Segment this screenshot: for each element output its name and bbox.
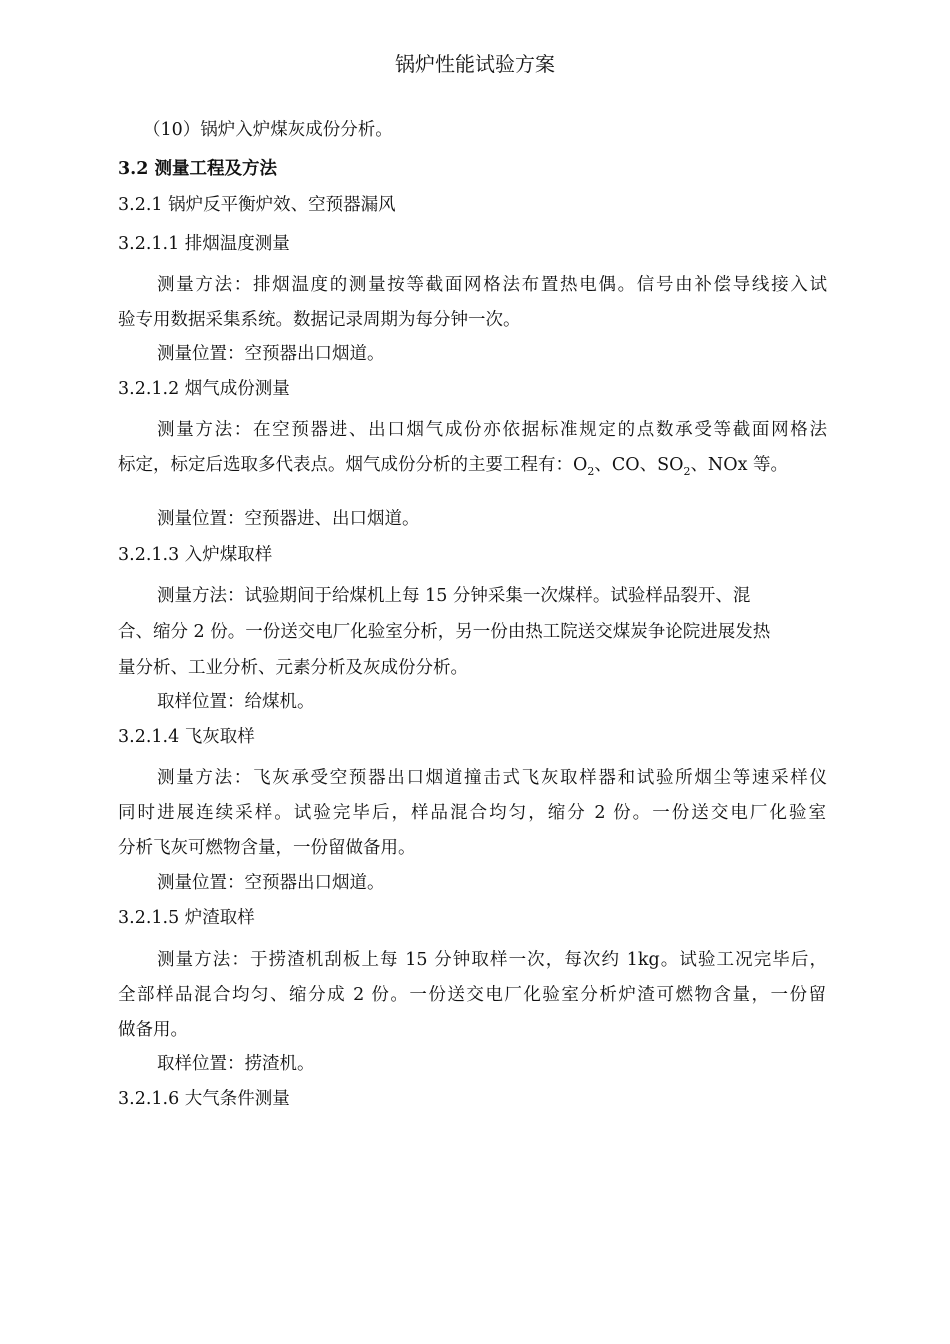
section-heading-3-2: 3.2 测量工程及方法 [118,159,278,179]
text-fragment: 标定，标定后选取多代表点。烟气成份分析的主要工程有：O [118,455,588,475]
position-line: 测量位置：空预器出口烟道。 [157,873,385,893]
heading-3-2-1-2: 3.2.1.2 烟气成份测量 [118,379,290,399]
paragraph-line: 测量方法：试验期间于给煤机上每 15 分钟采集一次煤样。试验样品裂开、混 [157,586,751,606]
heading-3-2-1-6: 3.2.1.6 大气条件测量 [118,1089,290,1109]
paragraph-line: 测量方法：飞灰承受空预器出口烟道撞击式飞灰取样器和试验所烟尘等速采样仪 [157,768,827,788]
position-line: 取样位置：给煤机。 [157,692,315,712]
position-line: 测量位置：空预器进、出口烟道。 [157,509,420,529]
paragraph-line: 量分析、工业分析、元素分析及灰成份分析。 [118,658,468,678]
subscript: 2 [683,465,691,478]
paragraph-line: 分析飞灰可燃物含量，一份留做备用。 [118,838,416,858]
paragraph-line: 测量方法：排烟温度的测量按等截面网格法布置热电偶。信号由补偿导线接入试 [157,275,827,295]
heading-3-2-1-1: 3.2.1.1 排烟温度测量 [118,234,290,254]
text-fragment: 、NOx 等。 [690,455,789,475]
section-heading-3-2-1: 3.2.1 锅炉反平衡炉效、空预器漏风 [118,195,396,215]
page-title: 锅炉性能试验方案 [395,52,555,76]
paragraph-line: 测量方法：在空预器进、出口烟气成份亦依据标准规定的点数承受等截面网格法 [157,420,827,440]
paragraph-line: 同时进展连续采样。试验完毕后，样品混合均匀，缩分 2 份。一份送交电厂化验室 [118,803,826,823]
paragraph-line: 测量方法：于捞渣机刮板上每 15 分钟取样一次，每次约 1kg。试验工况完毕后， [157,950,827,970]
position-line: 测量位置：空预器出口烟道。 [157,344,385,364]
heading-3-2-1-4: 3.2.1.4 飞灰取样 [118,727,255,747]
text-fragment: 、CO、SO [594,455,684,475]
paragraph-line: 做备用。 [118,1020,188,1040]
subscript: 2 [587,465,595,478]
paragraph-line: 验专用数据采集系统。数据记录周期为每分钟一次。 [118,310,521,330]
heading-3-2-1-5: 3.2.1.5 炉渣取样 [118,908,255,928]
position-line: 取样位置：捞渣机。 [157,1054,315,1074]
paragraph-line-with-formulas [118,453,788,477]
heading-3-2-1-3: 3.2.1.3 入炉煤取样 [118,545,273,565]
paragraph-line: 全部样品混合均匀、缩分成 2 份。一份送交电厂化验室分析炉渣可燃物含量，一份留 [118,985,826,1005]
list-item-10: （10）锅炉入炉煤灰成份分析。 [143,120,393,140]
paragraph-line: 合、缩分 2 份。一份送交电厂化验室分析，另一份由热工院送交煤炭争论院进展发热 [118,622,771,642]
